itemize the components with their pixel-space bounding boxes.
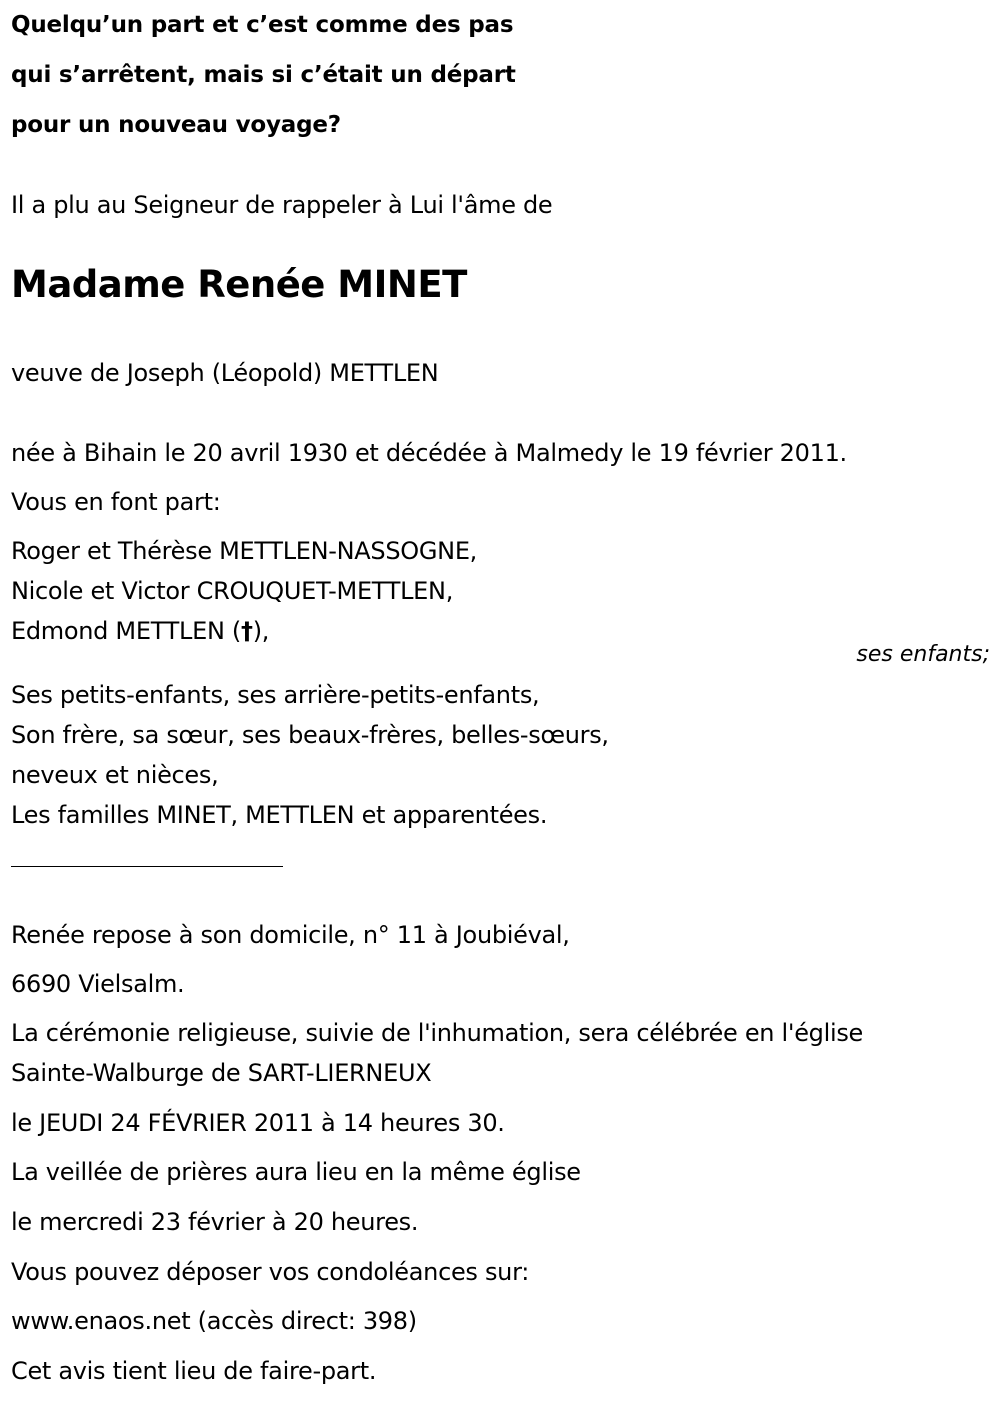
family-line-3: neveux et nièces, [11,761,219,789]
vigil-line-1: La veillée de prières aura lieu en la même église [11,1158,581,1186]
ceremony-line-1: La cérémonie religieuse, suivie de l'inhumation, sera célébrée en l'église [11,1019,863,1047]
child-line-1: Roger et Thérèse METTLEN-NASSOGNE, [11,537,478,565]
cross-icon: † [241,617,253,645]
repose-line-2: 6690 Vielsalm. [11,970,185,998]
child-line-3 [11,616,269,646]
family-line-4: Les familles MINET, METTLEN et apparentées. [11,801,548,829]
announcers-heading: Vous en font part: [11,488,221,516]
verse-line-3: pour un nouveau voyage? [11,112,341,138]
verse-line-1: Quelqu’un part et c’est comme des pas [11,12,514,38]
children-label: ses enfants; [856,642,990,667]
vigil-line-2: le mercredi 23 février à 20 heures. [11,1208,419,1236]
family-line-2: Son frère, sa sœur, ses beaux-frères, belles-sœurs, [11,721,609,749]
condolences-url: www.enaos.net (accès direct: 398) [11,1307,417,1335]
child-deceased-name: Edmond METTLEN ( [11,617,241,645]
ceremony-date: le JEUDI 24 FÉVRIER 2011 à 14 heures 30. [11,1109,505,1137]
child-line-2: Nicole et Victor CROUQUET-METTLEN, [11,577,454,605]
ceremony-line-2: Sainte-Walburge de SART-LIERNEUX [11,1059,432,1087]
intro-text: Il a plu au Seigneur de rappeler à Lui l'âme de [11,191,553,219]
deceased-name: Madame Renée MINET [11,263,467,306]
separator-rule [11,866,283,867]
condolences-line-1: Vous pouvez déposer vos condoléances sur: [11,1258,530,1286]
child-deceased-suffix: ), [252,617,270,645]
repose-line-1: Renée repose à son domicile, n° 11 à Joubiéval, [11,921,570,949]
verse-line-2: qui s’arrêtent, mais si c’était un départ [11,62,516,88]
birth-death-text: née à Bihain le 20 avril 1930 et décédée à Malmedy le 19 février 2011. [11,439,847,467]
widow-of-text: veuve de Joseph (Léopold) METTLEN [11,359,439,387]
family-line-1: Ses petits-enfants, ses arrière-petits-enfants, [11,681,540,709]
closing-text: Cet avis tient lieu de faire-part. [11,1357,377,1385]
